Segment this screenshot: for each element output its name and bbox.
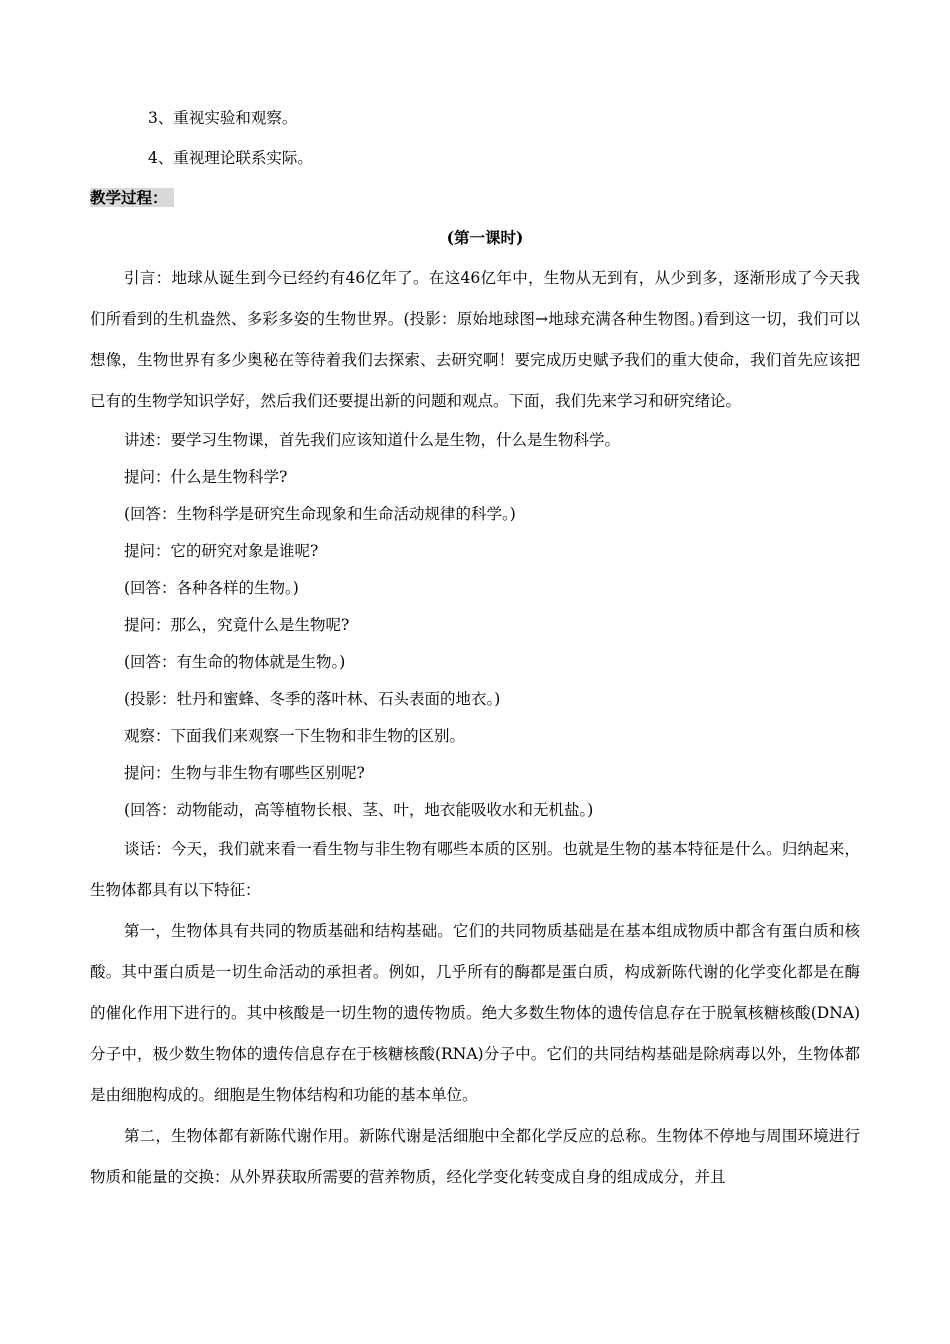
feature-paragraph-1: 第一，生物体具有共同的物质基础和结构基础。它们的共同物质基础是在基本组成物质中都含有蛋白质和核酸。其中蛋白质是一切生命活动的承担者。例如，几乎所有的酶都是蛋白质，构成新陈代谢的化学变化都是在酶的催化作用下进行的。其中核酸是一切生物的遗传物质。绝大多数生物体的遗传信息存在于脱氧核糖核酸(DNA)分子中，极少数生物体的遗传信息存在于核糖核酸(RNA)分子中。它们的共同结构基础是除病毒以外，生物体都是由细胞构成的。细胞是生物体结构和功能的基本单位。 bbox=[90, 922, 860, 1104]
dialogue-line-question-2: 提问：它的研究对象是谁呢? bbox=[124, 542, 319, 560]
lesson-title: (第一课时) bbox=[446, 228, 524, 247]
list-item-3: 3、重视实验和观察。 bbox=[148, 109, 298, 127]
talk-paragraph: 谈话：今天，我们就来看一看生物与非生物有哪些本质的区别。也就是生物的基本特征是什么。归纳起来，生物体都具有以下特征： bbox=[90, 840, 860, 899]
dialogue-line-projection: (投影：牡丹和蜜蜂、冬季的落叶林、石头表面的地衣。) bbox=[124, 690, 501, 708]
list-item-4: 4、重视理论联系实际。 bbox=[148, 149, 313, 167]
dialogue-line-question-1: 提问：什么是生物科学? bbox=[124, 468, 288, 486]
dialogue-line-question-3: 提问：那么，究竟什么是生物呢? bbox=[124, 616, 350, 634]
dialogue-line-answer-4: (回答：动物能动，高等植物长根、茎、叶，地衣能吸收水和无机盐。) bbox=[124, 801, 594, 819]
dialogue-line-answer-3: (回答：有生命的物体就是生物。) bbox=[124, 653, 346, 671]
section-heading-text: 教学过程： bbox=[90, 188, 174, 207]
dialogue-line-question-4: 提问：生物与非生物有哪些区别呢? bbox=[124, 764, 365, 782]
document-body bbox=[90, 98, 860, 1198]
dialogue-line-lecture: 讲述：要学习生物课，首先我们应该知道什么是生物，什么是生物科学。 bbox=[124, 431, 621, 449]
dialogue-line-observe: 观察：下面我们来观察一下生物和非生物的区别。 bbox=[124, 727, 466, 745]
feature-paragraph-2: 第二，生物体都有新陈代谢作用。新陈代谢是活细胞中全都化学反应的总称。生物体不停地与周围环境进行物质和能量的交换：从外界获取所需要的营养物质，经化学变化转变成自身的组成成分，并且 bbox=[90, 1127, 860, 1186]
section-heading bbox=[90, 178, 860, 218]
intro-paragraph: 引言：地球从诞生到今已经约有46亿年了。在这46亿年中，生物从无到有，从少到多，逐渐形成了今天我们所看到的生机盎然、多彩多姿的生物世界。(投影：原始地球图→地球充满各种生物图。)看到这一切，我们可以想像，生物世界有多少奥秘在等待着我们去探索、去研究啊！要完成历史赋予我们的重大使命，我们首先应该把已有的生物学知识学好，然后我们还要提出新的问题和观点。下面，我们先来学习和研究绪论。 bbox=[90, 269, 860, 410]
dialogue-line-answer-2: (回答：各种各样的生物。) bbox=[124, 579, 299, 597]
dialogue-line-answer-1: (回答：生物科学是研究生命现象和生命活动规律的科学。) bbox=[124, 505, 516, 523]
